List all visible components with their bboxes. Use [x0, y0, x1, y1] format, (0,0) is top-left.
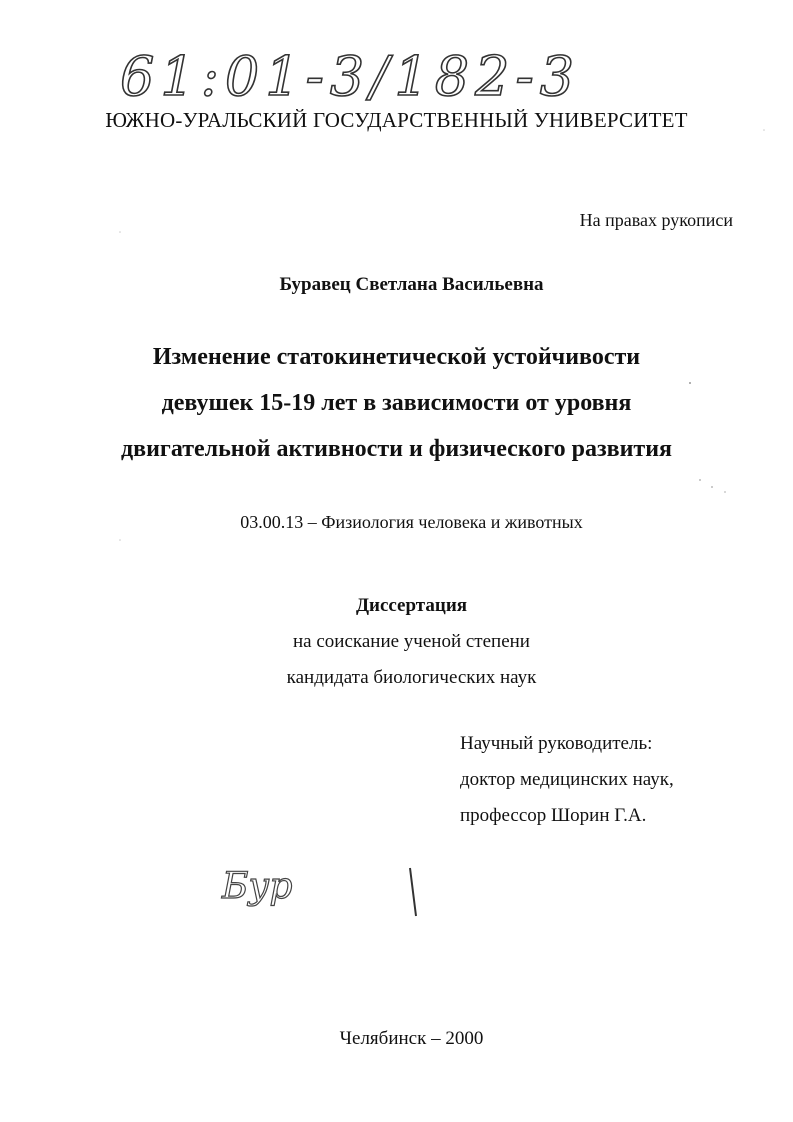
handwritten-signature: [220, 858, 440, 928]
supervisor-line-1: Научный руководитель:: [460, 733, 653, 754]
manuscript-rights-note: На правах рукописи: [579, 210, 733, 230]
supervisor-line-3: профессор Шорин Г.А.: [460, 805, 647, 826]
signature-text: Бур: [222, 866, 293, 907]
degree-block: [0, 588, 793, 696]
university-name: ЮЖНО-УРАЛЬСКИЙ ГОСУДАРСТВЕННЫЙ УНИВЕРСИТЕТ: [105, 108, 688, 132]
handwritten-archive-mark-text: 61:01-3/182-3: [120, 45, 581, 108]
author-name: Буравец Светлана Васильевна: [279, 274, 544, 295]
specialty-code: 03.00.13 – Физиология человека и животных: [240, 512, 583, 532]
supervisor-block: [460, 726, 674, 834]
document-type-label: Диссертация: [355, 595, 468, 616]
dissertation-title: [0, 334, 793, 472]
handwritten-archive-mark: [110, 40, 610, 110]
title-line-2: девушек 15-19 лет в зависимости от уровня: [161, 390, 632, 416]
title-line-3: двигательной активности и физического развития: [120, 436, 673, 462]
city-year: Челябинск – 2000: [339, 1028, 484, 1049]
degree-line-1: на соискание ученой степени: [293, 631, 530, 652]
signature-stroke: [410, 868, 416, 916]
title-line-1: Изменение статокинетической устойчивости: [152, 344, 641, 370]
supervisor-line-2: доктор медицинских наук,: [460, 769, 674, 790]
degree-line-2: кандидата биологических наук: [286, 667, 537, 688]
